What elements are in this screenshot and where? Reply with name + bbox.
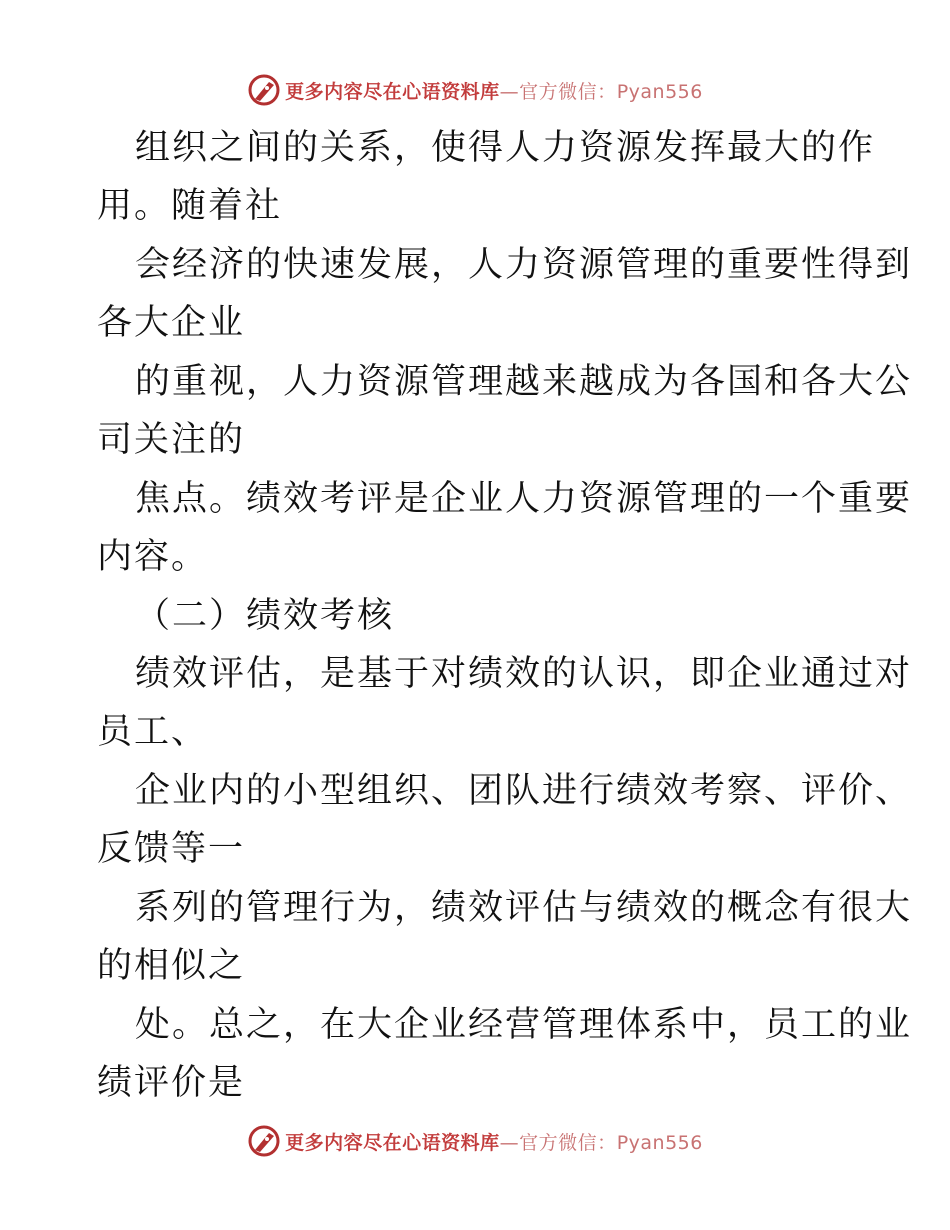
pen-nib-logo-icon (247, 73, 281, 107)
header-banner (0, 70, 950, 110)
section-heading: （二）绩效考核 (135, 596, 395, 636)
footer-banner (0, 1121, 950, 1161)
banner-text (285, 1128, 703, 1155)
banner-sub-text: 官方微信： (519, 1131, 617, 1154)
paragraph-line: 企业内的小型组织、团队进行绩效考察、评价、 (135, 771, 913, 811)
paragraph-line: 内容。 (97, 537, 209, 577)
banner-separator: — (499, 80, 520, 103)
banner-wechat-id: Pyan556 (616, 80, 703, 103)
banner-main-text: 更多内容尽在心语资料库 (285, 1131, 500, 1154)
paragraph-line: 司关注的 (97, 420, 246, 460)
paragraph-line: 绩效评估，是基于对绩效的认识，即企业通过对 (135, 654, 913, 694)
banner-text (285, 77, 703, 104)
paragraph-line: 处。总之，在大企业经营管理体系中，员工的业 (135, 1005, 913, 1045)
paragraph-line: 的重视，人力资源管理越来越成为各国和各大公 (135, 362, 913, 402)
paragraph-line: 绩评价是 (97, 1063, 246, 1103)
paragraph-line: 会经济的快速发展，人力资源管理的重要性得到 (135, 245, 913, 285)
paragraph-line: 员工、 (97, 712, 209, 752)
banner-main-text: 更多内容尽在心语资料库 (285, 80, 500, 103)
banner-wechat-id: Pyan556 (616, 1131, 703, 1154)
paragraph-line: 焦点。绩效考评是企业人力资源管理的一个重要 (135, 479, 913, 519)
paragraph-line: 的相似之 (97, 946, 246, 986)
pen-nib-logo-icon (247, 1124, 281, 1158)
paragraph-line: 各大企业 (97, 303, 246, 343)
banner-sub-text: 官方微信： (519, 80, 617, 103)
paragraph-line: 组织之间的关系，使得人力资源发挥最大的作 (135, 128, 876, 168)
paragraph-line: 反馈等一 (97, 829, 246, 869)
paragraph-line: 系列的管理行为，绩效评估与绩效的概念有很大 (135, 888, 913, 928)
banner-separator: — (499, 1131, 520, 1154)
paragraph-line: 用。随着社 (97, 186, 283, 226)
